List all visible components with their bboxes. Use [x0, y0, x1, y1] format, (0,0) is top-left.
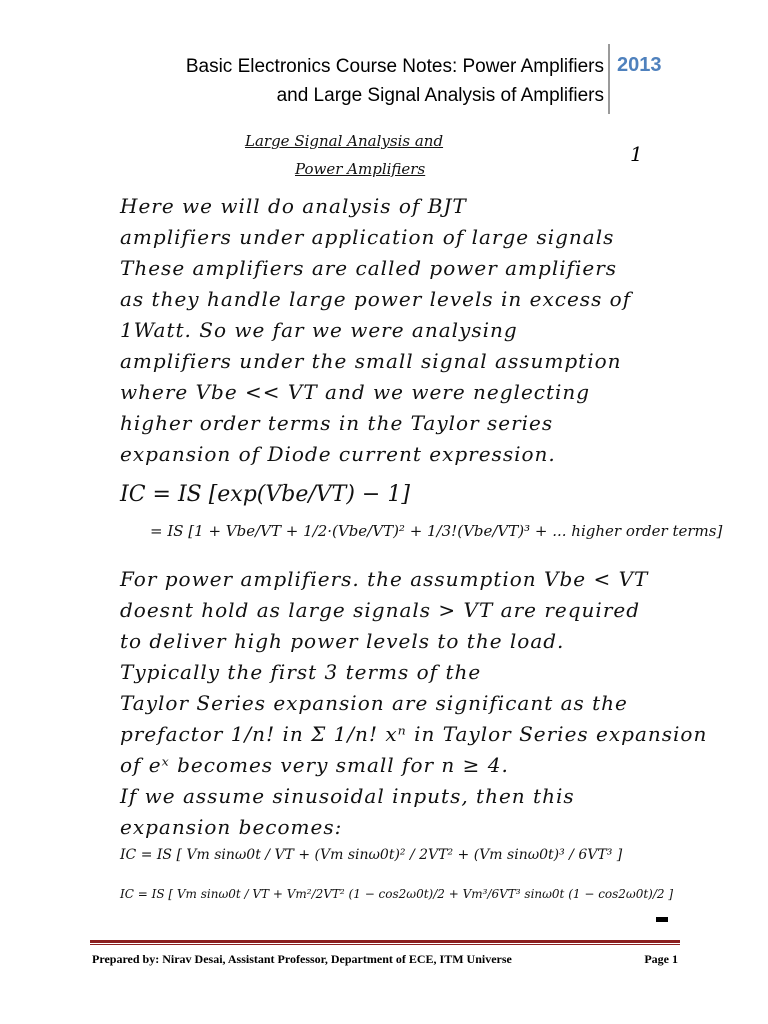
note-line: amplifiers under the small signal assumption [120, 349, 622, 373]
footer-rule-thin [90, 944, 680, 945]
notes-title-line-2: Power Amplifiers [295, 160, 426, 178]
note-line: expansion of Diode current expression. [120, 442, 556, 466]
footer-rule [90, 940, 680, 943]
note-line: doesnt hold as large signals > VT are required [120, 598, 641, 622]
note-line: as they handle large power levels in excess of [120, 287, 632, 311]
equation-taylor: = IS [1 + Vbe/VT + 1/2·(Vbe/VT)² + 1/3!(Vbe/VT)³ + ... higher order terms] [150, 522, 723, 540]
note-line: amplifiers under application of large signals [120, 225, 615, 249]
footer-prepared-by: Prepared by: Nirav Desai, Assistant Professor, Department of ECE, ITM Universe [92, 952, 512, 966]
header-divider [608, 44, 610, 114]
note-line: prefactor 1/n! in Σ 1/n! xⁿ in Taylor Series expansion [120, 722, 708, 746]
title-line-2: and Large Signal Analysis of Amplifiers [276, 85, 604, 106]
equation-expanded: IC = IS [ Vm sinω0t / VT + Vm²/2VT² (1 − cos2ω0t)/2 + Vm³/6VT³ sinω0t (1 − cos2ω0t)/2 ] [120, 887, 674, 901]
note-line: where Vbe << VT and we were neglecting [120, 380, 591, 404]
notes-title-line-1: Large Signal Analysis and [245, 132, 444, 150]
note-line: of eˣ becomes very small for n ≥ 4. [120, 753, 509, 777]
note-page-number: 1 [630, 142, 643, 166]
page-header [0, 40, 768, 114]
note-line: Taylor Series expansion are significant as the [120, 691, 628, 715]
note-line: If we assume sinusoidal inputs, then this [120, 784, 575, 808]
year-label: 2013 [617, 54, 662, 76]
note-line: Typically the first 3 terms of the [120, 660, 482, 684]
note-line: For power amplifiers. the assumption Vbe < VT [120, 567, 649, 591]
note-line: to deliver high power levels to the load. [120, 629, 565, 653]
handwritten-notes [100, 122, 723, 917]
note-line: Here we will do analysis of BJT [120, 194, 467, 218]
document-title [186, 52, 604, 110]
note-line: These amplifiers are called power amplifiers [120, 256, 618, 280]
title-line-1: Basic Electronics Course Notes: Power Amplifiers [185, 56, 604, 77]
footer-page-number: Page 1 [644, 952, 678, 966]
equation-sinusoidal: IC = IS [ Vm sinω0t / VT + (Vm sinω0t)² / 2VT² + (Vm sinω0t)³ / 6VT³ ] [120, 847, 623, 863]
equation-ic-exp: IC = IS [exp(Vbe/VT) − 1] [120, 482, 410, 507]
note-line: 1Watt. So we far we were analysing [120, 318, 518, 342]
note-line: higher order terms in the Taylor series [120, 411, 554, 435]
note-line: expansion becomes: [120, 815, 343, 839]
